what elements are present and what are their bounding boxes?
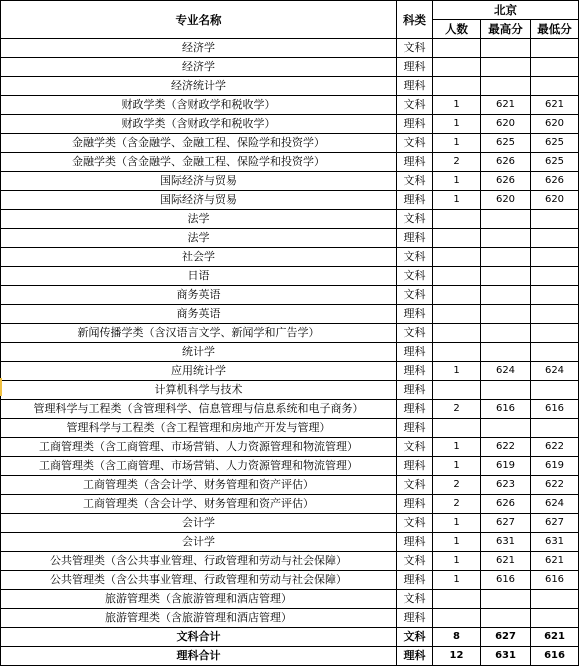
max-score-cell xyxy=(481,590,531,609)
max-score-cell: 616 xyxy=(481,571,531,590)
min-score-cell xyxy=(531,77,579,96)
min-score-cell xyxy=(531,343,579,362)
table-row xyxy=(1,39,579,58)
major-name-cell: 旅游管理类（含旅游管理和酒店管理） xyxy=(1,609,397,628)
min-score-cell: 616 xyxy=(531,571,579,590)
table-row xyxy=(1,248,579,267)
max-score-cell xyxy=(481,381,531,400)
header-count: 人数 xyxy=(433,20,481,39)
category-cell: 理科 xyxy=(397,533,433,552)
table-row xyxy=(1,419,579,438)
category-cell: 文科 xyxy=(397,172,433,191)
count-cell: 1 xyxy=(433,191,481,210)
table-row xyxy=(1,343,579,362)
count-cell: 1 xyxy=(433,115,481,134)
header-region: 北京 xyxy=(433,1,579,20)
count-cell: 1 xyxy=(433,96,481,115)
max-score-cell: 619 xyxy=(481,457,531,476)
major-name-cell: 管理科学与工程类（含管理科学、信息管理与信息系统和电子商务） xyxy=(1,400,397,419)
min-score-cell: 621 xyxy=(531,96,579,115)
max-score-cell xyxy=(481,229,531,248)
header-category: 科类 xyxy=(397,1,433,39)
max-score-cell xyxy=(481,305,531,324)
category-cell: 理科 xyxy=(397,191,433,210)
table-row xyxy=(1,362,579,381)
min-score-cell xyxy=(531,267,579,286)
table-row xyxy=(1,438,579,457)
count-cell xyxy=(433,419,481,438)
count-cell xyxy=(433,77,481,96)
count-cell xyxy=(433,590,481,609)
max-score-cell: 626 xyxy=(481,172,531,191)
major-name-cell: 会计学 xyxy=(1,533,397,552)
count-cell xyxy=(433,343,481,362)
max-score-cell: 631 xyxy=(481,533,531,552)
min-score-cell: 627 xyxy=(531,514,579,533)
min-score-cell: 624 xyxy=(531,495,579,514)
table-row xyxy=(1,267,579,286)
category-cell: 文科 xyxy=(397,514,433,533)
table-row xyxy=(1,77,579,96)
count-cell xyxy=(433,58,481,77)
max-score-cell: 625 xyxy=(481,134,531,153)
min-score-cell xyxy=(531,609,579,628)
min-score-cell: 616 xyxy=(531,647,579,666)
table-row xyxy=(1,305,579,324)
max-score-cell: 620 xyxy=(481,191,531,210)
table-row xyxy=(1,286,579,305)
category-cell: 文科 xyxy=(397,134,433,153)
max-score-cell xyxy=(481,77,531,96)
count-cell xyxy=(433,39,481,58)
min-score-cell xyxy=(531,58,579,77)
major-name-cell: 金融学类（含金融学、金融工程、保险学和投资学） xyxy=(1,134,397,153)
min-score-cell xyxy=(531,419,579,438)
max-score-cell xyxy=(481,343,531,362)
major-name-cell: 金融学类（含金融学、金融工程、保险学和投资学） xyxy=(1,153,397,172)
major-name-cell: 财政学类（含财政学和税收学） xyxy=(1,96,397,115)
max-score-cell xyxy=(481,286,531,305)
major-name-cell: 管理科学与工程类（含工程管理和房地产开发与管理） xyxy=(1,419,397,438)
table-body xyxy=(1,39,579,666)
count-cell xyxy=(433,324,481,343)
count-cell: 1 xyxy=(433,552,481,571)
category-cell: 文科 xyxy=(397,210,433,229)
category-cell: 理科 xyxy=(397,609,433,628)
category-cell: 理科 xyxy=(397,153,433,172)
min-score-cell: 621 xyxy=(531,628,579,647)
category-cell: 文科 xyxy=(397,628,433,647)
table-row xyxy=(1,571,579,590)
min-score-cell: 625 xyxy=(531,153,579,172)
max-score-cell xyxy=(481,248,531,267)
min-score-cell xyxy=(531,590,579,609)
category-cell: 文科 xyxy=(397,476,433,495)
table-row xyxy=(1,210,579,229)
table-row xyxy=(1,381,579,400)
category-cell: 理科 xyxy=(397,115,433,134)
count-cell xyxy=(433,381,481,400)
min-score-cell: 626 xyxy=(531,172,579,191)
category-cell: 理科 xyxy=(397,362,433,381)
category-cell: 理科 xyxy=(397,77,433,96)
count-cell: 1 xyxy=(433,438,481,457)
max-score-cell: 621 xyxy=(481,96,531,115)
max-score-cell xyxy=(481,210,531,229)
max-score-cell: 624 xyxy=(481,362,531,381)
major-name-cell: 工商管理类（含工商管理、市场营销、人力资源管理和物流管理） xyxy=(1,457,397,476)
max-score-cell xyxy=(481,324,531,343)
table-row xyxy=(1,324,579,343)
min-score-cell: 621 xyxy=(531,552,579,571)
max-score-cell: 626 xyxy=(481,495,531,514)
count-cell: 1 xyxy=(433,362,481,381)
count-cell: 1 xyxy=(433,571,481,590)
category-cell: 理科 xyxy=(397,343,433,362)
min-score-cell xyxy=(531,324,579,343)
header-max-score: 最高分 xyxy=(481,20,531,39)
count-cell xyxy=(433,210,481,229)
category-cell: 理科 xyxy=(397,457,433,476)
major-name-cell: 公共管理类（含公共事业管理、行政管理和劳动与社会保障） xyxy=(1,552,397,571)
count-cell xyxy=(433,609,481,628)
major-name-cell: 会计学 xyxy=(1,514,397,533)
major-name-cell: 应用统计学 xyxy=(1,362,397,381)
major-name-cell: 文科合计 xyxy=(1,628,397,647)
min-score-cell: 622 xyxy=(531,476,579,495)
header-name: 专业名称 xyxy=(1,1,397,39)
count-cell: 8 xyxy=(433,628,481,647)
max-score-cell: 623 xyxy=(481,476,531,495)
count-cell: 2 xyxy=(433,495,481,514)
header-min-score: 最低分 xyxy=(531,20,579,39)
table-row xyxy=(1,172,579,191)
table-row xyxy=(1,115,579,134)
category-cell: 文科 xyxy=(397,267,433,286)
table-row xyxy=(1,514,579,533)
min-score-cell xyxy=(531,286,579,305)
major-name-cell: 工商管理类（含会计学、财务管理和资产评估） xyxy=(1,476,397,495)
max-score-cell xyxy=(481,39,531,58)
major-name-cell: 工商管理类（含会计学、财务管理和资产评估） xyxy=(1,495,397,514)
category-cell: 文科 xyxy=(397,96,433,115)
count-cell: 2 xyxy=(433,153,481,172)
total-row xyxy=(1,628,579,647)
category-cell: 理科 xyxy=(397,305,433,324)
max-score-cell xyxy=(481,267,531,286)
min-score-cell: 619 xyxy=(531,457,579,476)
category-cell: 文科 xyxy=(397,552,433,571)
major-name-cell: 国际经济与贸易 xyxy=(1,172,397,191)
count-cell xyxy=(433,286,481,305)
count-cell xyxy=(433,267,481,286)
table-row xyxy=(1,552,579,571)
category-cell: 文科 xyxy=(397,590,433,609)
major-name-cell: 工商管理类（含工商管理、市场营销、人力资源管理和物流管理） xyxy=(1,438,397,457)
major-name-cell: 日语 xyxy=(1,267,397,286)
category-cell: 理科 xyxy=(397,400,433,419)
category-cell: 理科 xyxy=(397,571,433,590)
table-row xyxy=(1,153,579,172)
min-score-cell xyxy=(531,305,579,324)
table-row xyxy=(1,134,579,153)
max-score-cell xyxy=(481,419,531,438)
major-name-cell: 社会学 xyxy=(1,248,397,267)
count-cell: 1 xyxy=(433,134,481,153)
major-name-cell: 经济学 xyxy=(1,39,397,58)
min-score-cell xyxy=(531,229,579,248)
category-cell: 文科 xyxy=(397,438,433,457)
count-cell xyxy=(433,248,481,267)
category-cell: 理科 xyxy=(397,495,433,514)
count-cell: 1 xyxy=(433,514,481,533)
table-row xyxy=(1,229,579,248)
category-cell: 文科 xyxy=(397,248,433,267)
max-score-cell: 627 xyxy=(481,628,531,647)
count-cell: 1 xyxy=(433,533,481,552)
table-row xyxy=(1,96,579,115)
major-name-cell: 经济学 xyxy=(1,58,397,77)
major-name-cell: 财政学类（含财政学和税收学） xyxy=(1,115,397,134)
category-cell: 理科 xyxy=(397,229,433,248)
major-name-cell: 理科合计 xyxy=(1,647,397,666)
table-row xyxy=(1,400,579,419)
max-score-cell: 620 xyxy=(481,115,531,134)
major-name-cell: 商务英语 xyxy=(1,305,397,324)
min-score-cell: 625 xyxy=(531,134,579,153)
count-cell: 12 xyxy=(433,647,481,666)
table-row xyxy=(1,457,579,476)
count-cell xyxy=(433,305,481,324)
min-score-cell: 622 xyxy=(531,438,579,457)
major-name-cell: 商务英语 xyxy=(1,286,397,305)
table-row xyxy=(1,191,579,210)
max-score-cell xyxy=(481,609,531,628)
min-score-cell: 620 xyxy=(531,115,579,134)
max-score-cell: 627 xyxy=(481,514,531,533)
table-row xyxy=(1,476,579,495)
category-cell: 理科 xyxy=(397,647,433,666)
table-row xyxy=(1,495,579,514)
min-score-cell xyxy=(531,381,579,400)
count-cell xyxy=(433,229,481,248)
major-name-cell: 新闻传播学类（含汉语言文学、新闻学和广告学） xyxy=(1,324,397,343)
max-score-cell xyxy=(481,58,531,77)
min-score-cell: 631 xyxy=(531,533,579,552)
category-cell: 文科 xyxy=(397,39,433,58)
category-cell: 理科 xyxy=(397,381,433,400)
max-score-cell: 621 xyxy=(481,552,531,571)
min-score-cell: 620 xyxy=(531,191,579,210)
max-score-cell: 626 xyxy=(481,153,531,172)
min-score-cell: 624 xyxy=(531,362,579,381)
count-cell: 1 xyxy=(433,172,481,191)
total-row xyxy=(1,647,579,666)
major-name-cell: 国际经济与贸易 xyxy=(1,191,397,210)
table-row xyxy=(1,590,579,609)
min-score-cell xyxy=(531,210,579,229)
table-row xyxy=(1,58,579,77)
category-cell: 理科 xyxy=(397,58,433,77)
max-score-cell: 631 xyxy=(481,647,531,666)
major-name-cell: 法学 xyxy=(1,229,397,248)
max-score-cell: 616 xyxy=(481,400,531,419)
count-cell: 2 xyxy=(433,400,481,419)
major-name-cell: 经济统计学 xyxy=(1,77,397,96)
table-row xyxy=(1,533,579,552)
count-cell: 2 xyxy=(433,476,481,495)
category-cell: 文科 xyxy=(397,286,433,305)
major-name-cell: 统计学 xyxy=(1,343,397,362)
min-score-cell: 616 xyxy=(531,400,579,419)
min-score-cell xyxy=(531,39,579,58)
category-cell: 理科 xyxy=(397,419,433,438)
major-name-cell: 公共管理类（含公共事业管理、行政管理和劳动与社会保障） xyxy=(1,571,397,590)
max-score-cell: 622 xyxy=(481,438,531,457)
major-name-cell: 法学 xyxy=(1,210,397,229)
major-name-cell: 计算机科学与技术 xyxy=(1,381,397,400)
min-score-cell xyxy=(531,248,579,267)
row-highlight-marker xyxy=(0,378,2,396)
major-name-cell: 旅游管理类（含旅游管理和酒店管理） xyxy=(1,590,397,609)
table-row xyxy=(1,609,579,628)
category-cell: 文科 xyxy=(397,324,433,343)
count-cell: 1 xyxy=(433,457,481,476)
